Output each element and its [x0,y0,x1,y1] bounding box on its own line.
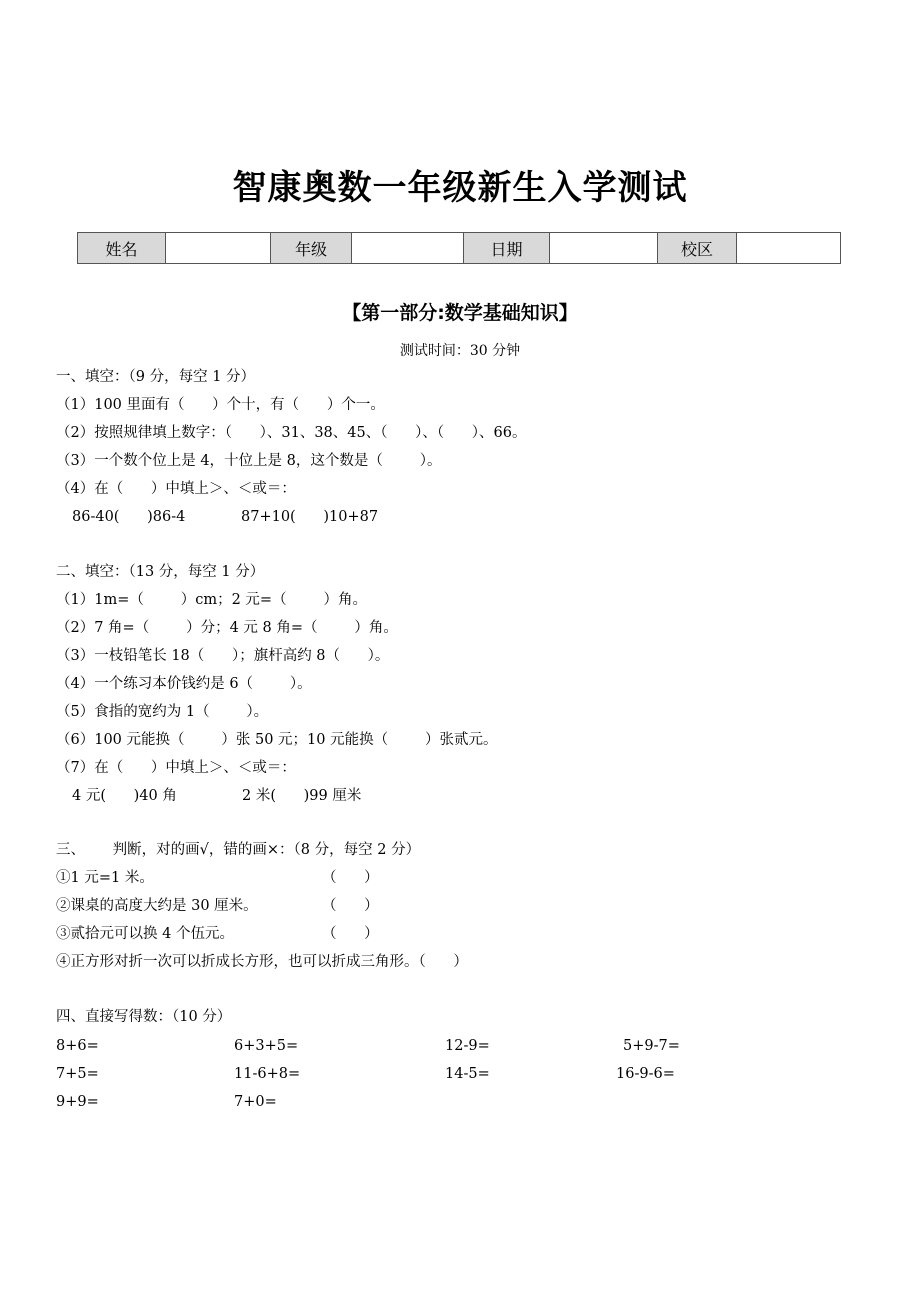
section2-compare-b: 2 米( )99 厘米 [242,788,362,804]
section3-heading: 三、 判断，对的画√，错的画×：（8 分，每空 2 分） [56,842,421,858]
judge-item-text: ①1 元=1 米。 [56,870,154,886]
arithmetic-problem: 8+6= [56,1038,99,1054]
section2-heading: 二、填空：（13 分，每空 1 分） [56,564,265,580]
section1-question-4: （4）在（ ）中填上＞、＜或＝： [56,481,296,497]
arithmetic-problem: 16-9-6= [616,1066,675,1082]
judge-item-text: ③贰拾元可以换 4 个伍元。 [56,926,234,942]
section4-heading: 四、直接写得数：（10 分） [56,1009,232,1025]
grade-field[interactable] [352,233,464,264]
date-field[interactable] [550,233,658,264]
grade-label: 年级 [271,233,352,264]
arithmetic-problem: 7+5= [56,1066,99,1082]
section1-question-1: （1）100 里面有（ ）个十，有（ ）个一。 [56,397,385,413]
judge-item-bracket: （ ） [322,926,379,942]
section2-question-3: （3）一枝铅笔长 18（ ）；旗杆高约 8（ ）。 [56,648,390,664]
arithmetic-problem: 11-6+8= [234,1066,301,1082]
section2-question-7: （7）在（ ）中填上＞、＜或＝： [56,760,296,776]
campus-label: 校区 [658,233,737,264]
arithmetic-problem: 9+9= [56,1094,99,1110]
arithmetic-problem: 7+0= [234,1094,277,1110]
student-info-table [77,232,841,264]
name-label: 姓名 [78,233,166,264]
page-title: 智康奥数一年级新生入学测试 [232,168,688,208]
judge-item-text: ④正方形对折一次可以折成长方形，也可以折成三角形。（ ） [56,954,468,970]
section2-question-6: （6）100 元能换（ ）张 50 元；10 元能换（ ）张贰元。 [56,732,498,748]
arithmetic-problem: 12-9= [445,1038,490,1054]
name-field[interactable] [166,233,271,264]
section1-question-3: （3）一个数个位上是 4，十位上是 8，这个数是（ ）。 [56,453,442,469]
judge-item-bracket: （ ） [322,870,379,886]
test-time: 测试时间：30 分钟 [399,343,521,359]
arithmetic-problem: 6+3+5= [234,1038,299,1054]
part-heading: 【第一部分:数学基础知识】 [342,302,578,324]
judge-item-bracket: （ ） [322,898,379,914]
section2-question-1: （1）1m=（ ）cm；2 元=（ ）角。 [56,592,367,608]
section2-question-4: （4）一个练习本价钱约是 6（ ）。 [56,676,312,692]
section1-compare-a: 86-40( )86-4 [72,509,186,525]
section2-question-2: （2）7 角=（ ）分；4 元 8 角=（ ）角。 [56,620,398,636]
date-label: 日期 [464,233,550,264]
section2-question-5: （5）食指的宽约为 1（ ）。 [56,704,269,720]
section1-heading: 一、填空：（9 分，每空 1 分） [56,369,256,385]
campus-field[interactable] [737,233,841,264]
section1-question-2: （2）按照规律填上数字：（ ）、31、38、45、（ ）、（ ）、66。 [56,425,527,441]
section1-compare-b: 87+10( )10+87 [241,509,379,525]
arithmetic-problem: 5+9-7= [623,1038,680,1054]
arithmetic-problem: 14-5= [445,1066,490,1082]
section2-compare-a: 4 元( )40 角 [72,788,177,804]
judge-item-text: ②课桌的高度大约是 30 厘米。 [56,898,258,914]
